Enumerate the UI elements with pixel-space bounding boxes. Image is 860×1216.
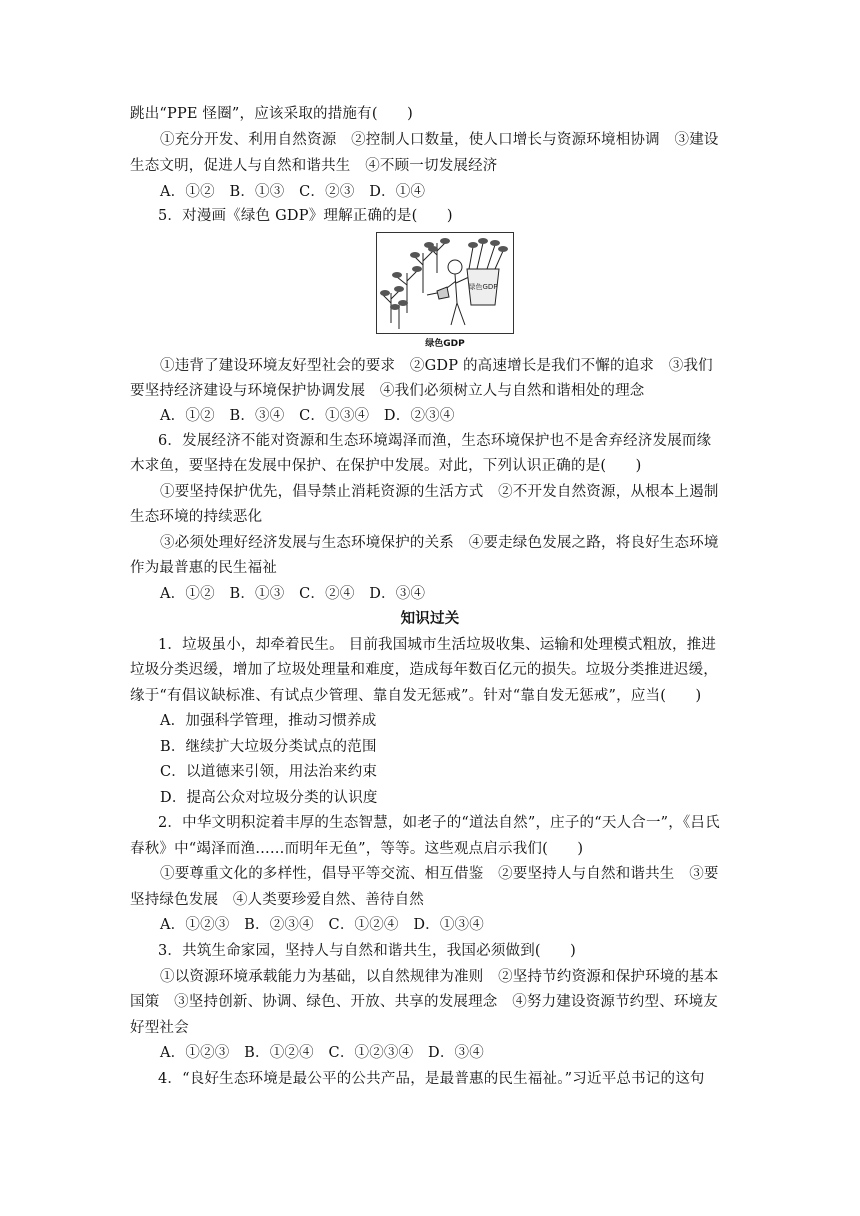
text-line: ①要坚持保护优先，倡导禁止消耗资源的生活方式 ②不开发自然资源，从根本上遏制 bbox=[160, 484, 719, 500]
text-line: 坚持绿色发展 ④人类要珍爱自然、善待自然 bbox=[130, 892, 424, 908]
question-5: 5．对漫画《绿色 GDP》理解正确的是( ) bbox=[158, 208, 453, 224]
text-line: 生态文明，促进人与自然和谐共生 ④不顾一切发展经济 bbox=[130, 158, 498, 174]
question-4: 4．“良好生态环境是最公平的公共产品，是最普惠的民生福祉。”习近平总书记的这句 bbox=[158, 1071, 705, 1087]
text-line: 好型社会 bbox=[130, 1020, 189, 1036]
text-line: ③必须处理好经济发展与生态环境保护的关系 ④要走绿色发展之路，将良好生态环境 bbox=[160, 535, 719, 551]
answer-options: A．①② B．③④ C．①③④ D．②③④ bbox=[160, 408, 455, 424]
answer-options: A．①② B．①③ C．②③ D．①④ bbox=[160, 184, 426, 200]
figure-caption: 绿色GDP bbox=[425, 339, 465, 349]
basket-label: 绿色GDP bbox=[468, 283, 498, 291]
option-d: D．提高公众对垃圾分类的认识度 bbox=[160, 790, 378, 806]
answer-options: A．①②③ B．②③④ C．①②④ D．①③④ bbox=[160, 917, 484, 933]
question-6: 6．发展经济不能对资源和生态环境竭泽而渔，生态环境保护也不是舍弃经济发展而缘 bbox=[158, 433, 712, 449]
question-3: 3．共筑生命家园，坚持人与自然和谐共生，我国必须做到( ) bbox=[158, 943, 577, 959]
text-line: 垃圾分类迟缓，增加了垃圾处理量和难度，造成每年数百亿元的损失。垃圾分类推进迟缓， bbox=[130, 662, 718, 678]
text-line: 生态环境的持续恶化 bbox=[130, 509, 263, 525]
answer-options: A．①② B．①③ C．②④ D．③④ bbox=[160, 586, 426, 602]
text-line: 木求鱼，要坚持在发展中保护、在保护中发展。对此，下列认识正确的是( ) bbox=[130, 458, 642, 474]
text-line: ①违背了建设环境友好型社会的要求 ②GDP 的高速增长是我们不懈的追求 ③我们 bbox=[160, 358, 713, 374]
option-a: A．加强科学管理，推动习惯养成 bbox=[160, 713, 377, 729]
cartoon-illustration bbox=[377, 233, 513, 333]
text-line: 要坚持经济建设与环境保护协调发展 ④我们必须树立人与自然和谐相处的理念 bbox=[130, 383, 645, 399]
text-line: ①充分开发、利用自然资源 ②控制人口数量，使人口增长与资源环境相协调 ③建设 bbox=[160, 132, 719, 148]
text-line: 跳出“PPE 怪圈”，应该采取的措施有( ) bbox=[130, 106, 413, 122]
text-line: ①要尊重文化的多样性，倡导平等交流、相互借鉴 ②要坚持人与自然和谐共生 ③要 bbox=[160, 866, 719, 882]
option-b: B．继续扩大垃圾分类试点的范围 bbox=[160, 739, 377, 755]
text-line: ①以资源环境承载能力为基础，以自然规律为准则 ②坚持节约资源和保护环境的基本 bbox=[160, 969, 719, 985]
text-line: 国策 ③坚持创新、协调、绿色、开放、共享的发展理念 ④努力建设资源节约型、环境友 bbox=[130, 994, 718, 1010]
section-heading: 知识过关 bbox=[400, 610, 460, 627]
text-line: 作为最普惠的民生福祉 bbox=[130, 560, 277, 576]
text-line: 春秋》中“竭泽而渔……而明年无鱼”，等等。这些观点启示我们( ) bbox=[130, 841, 584, 857]
question-2: 2．中华文明积淀着丰厚的生态智慧，如老子的“道法自然”，庄子的“天人合一”，《吕氏 bbox=[158, 815, 720, 831]
cartoon-green-gdp bbox=[376, 232, 514, 334]
text-line: 缘于“有倡议缺标准、有试点少管理、靠自发无惩戒”。针对“靠自发无惩戒”，应当( ) bbox=[130, 688, 702, 704]
answer-options: A．①②③ B．①②④ C．①②③④ D．③④ bbox=[160, 1045, 484, 1061]
option-c: C．以道德来引领，用法治来约束 bbox=[160, 764, 378, 780]
question-1: 1．垃圾虽小，却牵着民生。 目前我国城市生活垃圾收集、运输和处理模式粗放，推进 bbox=[158, 637, 717, 653]
